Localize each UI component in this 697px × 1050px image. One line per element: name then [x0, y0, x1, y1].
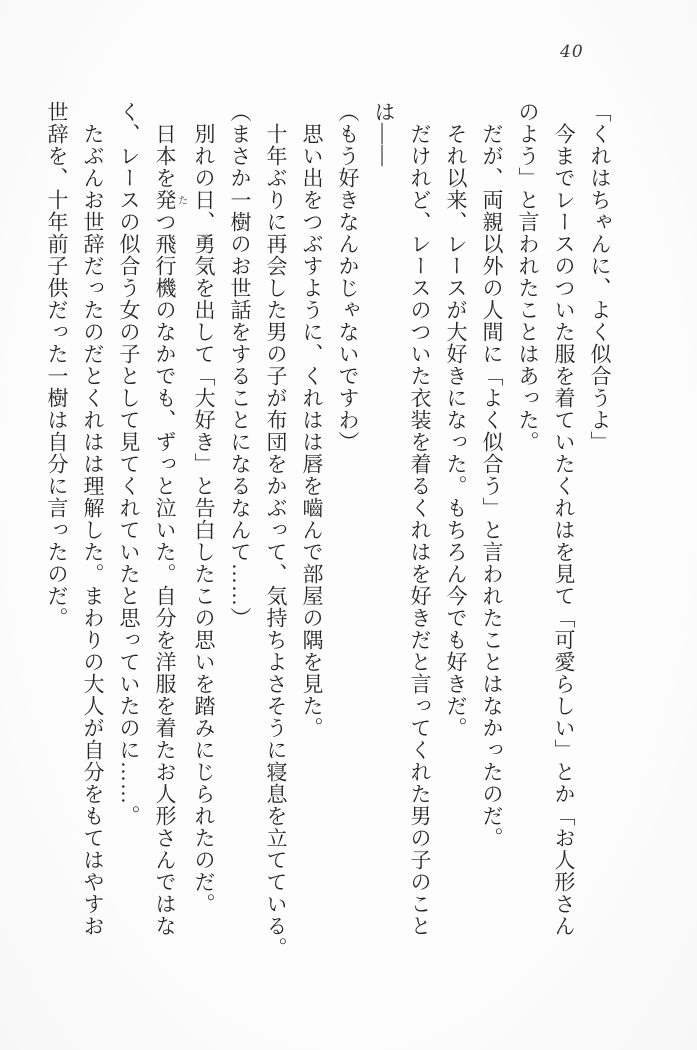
text-run: つ飛行機のなかでも、ずっと泣いた。自分を洋服を着たお人形さんではな	[153, 211, 177, 937]
text-column-4: だが、両親以外の人間に「よく似合う」と言われたことはなかったのだ。	[480, 123, 504, 849]
text-run: 日本を	[153, 123, 177, 189]
text-column-10: 十年ぶりに再会した男の子が布団をかぶって、気持ちよさそうに寝息を立てている。	[264, 123, 288, 959]
text-column-8: （もう好きなんかじゃないですわ）	[336, 101, 360, 453]
ruby-furigana: た	[175, 189, 187, 211]
text-area	[39, 101, 618, 963]
text-column-1: 「くれはちゃんに、よく似合うよ」	[588, 101, 612, 453]
text-column-5: それ以来、レースが大好きになった。もちろん今でも好きだ。	[444, 123, 468, 739]
text-column-15: たぶんお世辞だったのだとくれはは理解した。まわりの大人が自分をもてはやすお	[81, 123, 105, 937]
text-column-7: は――	[372, 101, 396, 167]
text-column-14: く、レースの似合う女の子として見てくれていたと思っていたのに……。	[117, 101, 141, 827]
text-column-3: のよう」と言われたことはあった。	[516, 101, 540, 453]
text-column-2: 今までレースのついた服を着ていたくれはを見て「可愛らしい」とか「お人形さん	[552, 123, 576, 937]
text-column-16: 世辞を、十年前子供だった一樹は自分に言ったのだ。	[45, 101, 69, 629]
page-number: 40	[560, 42, 584, 62]
text-column-9: 思い出をつぶすように、くれはは唇を嚙んで部屋の隅を見た。	[300, 123, 324, 739]
text-column-13	[147, 101, 186, 963]
ruby-annotation	[153, 189, 187, 211]
text-column-6: だけれど、レースのついた衣装を着るくれはを好きだと言ってくれた男の子のこと	[408, 123, 432, 937]
text-column-11: （まさか一樹のお世話をすることになるなんて……）	[228, 101, 252, 629]
ruby-base: 発	[153, 189, 177, 211]
text-column-12: 別れの日、勇気を出して「大好き」と告白したこの思いを踏みにじられたのだ。	[192, 123, 216, 915]
